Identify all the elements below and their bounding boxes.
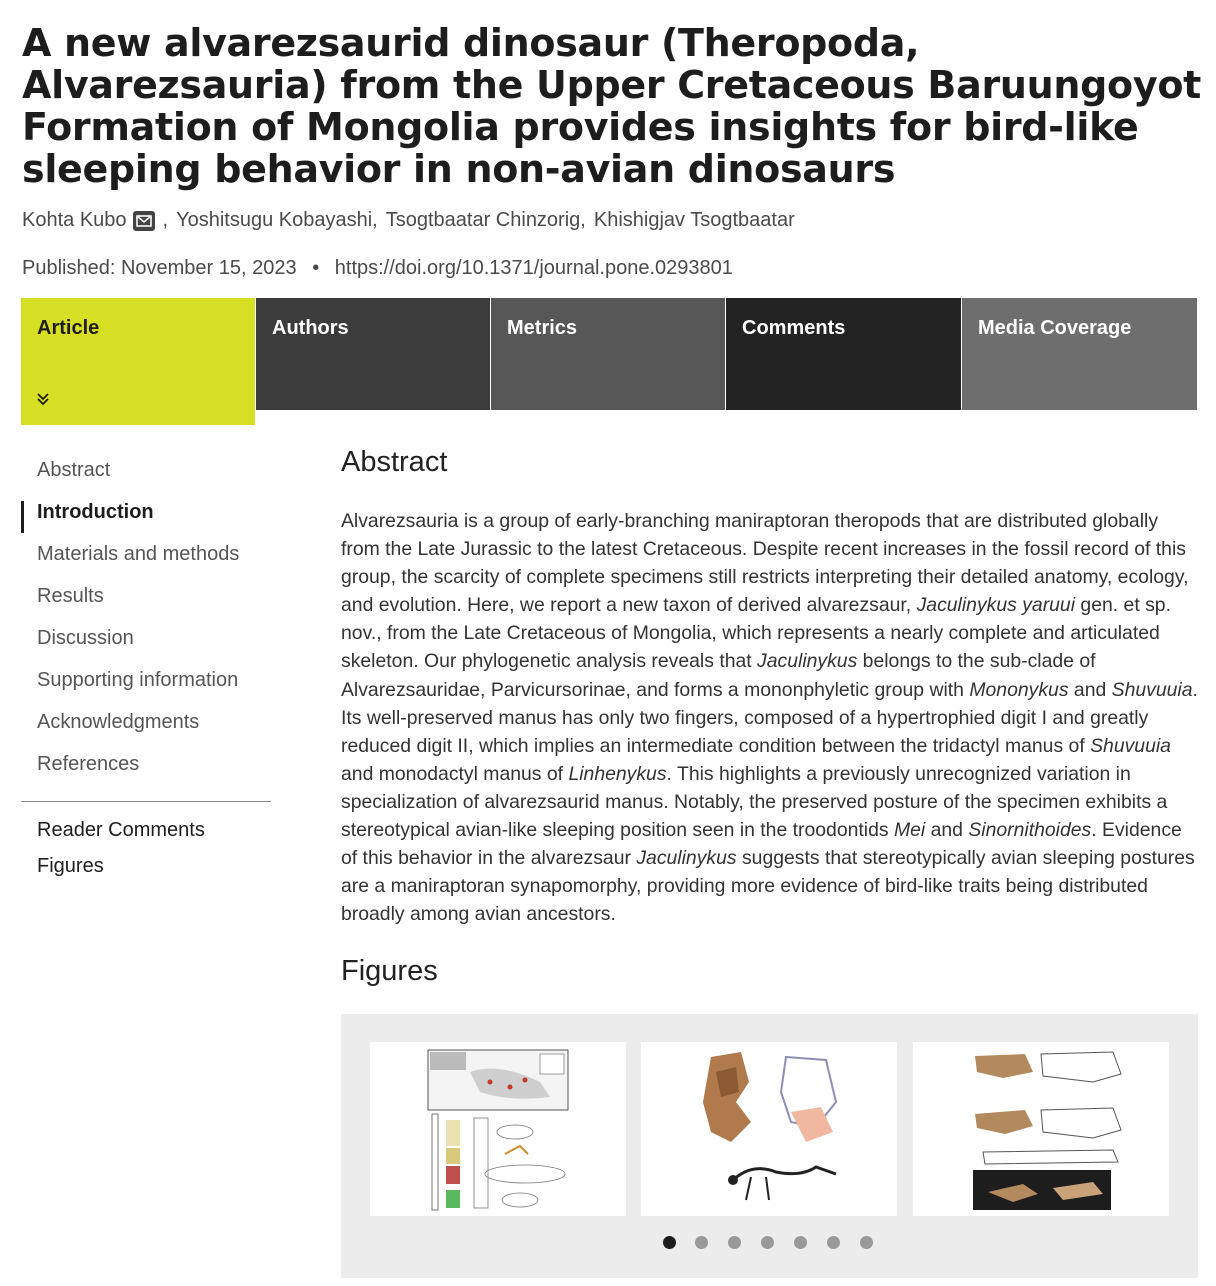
carousel-pagination <box>341 1236 1198 1250</box>
tab-label: Authors <box>272 317 349 339</box>
figures-heading: Figures <box>341 955 438 987</box>
article-title: A new alvarezsaurid dinosaur (Theropoda, Alvarezsauria) from the Upper Cretaceous Baruungoyot Formation of Mongolia provides insights for bird-like sleeping behavior in non-avian dinosaurs <box>22 21 1201 191</box>
chevron-down-icon[interactable] <box>35 390 51 413</box>
tab-authors[interactable] <box>256 298 490 410</box>
carousel-dot[interactable] <box>663 1236 676 1249</box>
taxon-name: Shuvuuia <box>1090 734 1171 757</box>
tab-label: Media Coverage <box>978 317 1132 339</box>
abstract-body <box>341 507 1201 928</box>
tab-label: Metrics <box>507 317 578 339</box>
author-separator: , <box>162 209 169 231</box>
author-separator: , <box>580 209 586 231</box>
tab-media-coverage[interactable] <box>962 298 1197 410</box>
taxon-name: Sinornithoides <box>968 819 1092 842</box>
sidebar-link-figures[interactable]: Figures <box>37 855 104 877</box>
tab-article[interactable] <box>21 298 255 425</box>
sidebar-link-reader-comments[interactable]: Reader Comments <box>37 819 205 841</box>
author-name[interactable]: Tsogtbaatar Chinzorig <box>385 209 581 231</box>
abstract-text-segment: . This highlights a previously unrecognized variation in specialization of alvarezsaurid manus. Notably, the preserved posture of the specimen exhibits a stereotypical avian-like sleeping position seen in the troodontids <box>341 762 1168 842</box>
abstract-text-segment: Alvarezsauria is a group of early-branching maniraptoran theropods that are distributed globally from the Late Jurassic to the latest Cretaceous. Despite recent increases in the fossil record of this group, the scarcity of complete specimens still restricts interpreting their detailed anatomy, ecology, and evolution. Here, we report a new taxon of derived alvarezsaur, <box>341 510 1189 617</box>
taxon-name: Mei <box>893 819 926 842</box>
tab-label: Article <box>37 317 100 339</box>
carousel-dot[interactable] <box>860 1236 873 1249</box>
sidebar-item-references[interactable]: References <box>37 753 140 775</box>
carousel-dot[interactable] <box>827 1236 840 1249</box>
abstract-text-segment: and <box>1068 678 1112 701</box>
figure-thumbnail-skeleton[interactable] <box>641 1042 897 1216</box>
abstract-text-segment: . Its well-preserved manus has only two fingers, composed of a hypertrophied digit I and greatly reduced digit II, which implies an intermediate condition between the tridactyl manus of <box>341 678 1198 757</box>
sidebar-item-materials-and-methods[interactable]: Materials and methods <box>37 543 240 565</box>
abstract-section <box>341 446 1201 948</box>
abstract-text-segment: gen. et sp. nov., from the Late Cretaceous of Mongolia, which represents a nearly complete and articulated skeleton. Our phylogenetic analysis reveals that <box>341 594 1171 673</box>
author-list <box>22 209 795 232</box>
abstract-heading: Abstract <box>341 446 448 478</box>
section-nav <box>21 445 271 882</box>
sidebar-item-abstract[interactable]: Abstract <box>37 459 111 481</box>
published-date: Published: November 15, 2023 <box>22 257 297 279</box>
taxon-name: Jaculinykus yaruui <box>916 594 1076 617</box>
map-stratigraphy-figure-icon <box>370 1042 626 1216</box>
carousel-dot[interactable] <box>794 1236 807 1249</box>
sidebar-item-introduction[interactable]: Introduction <box>21 487 271 529</box>
carousel-dot[interactable] <box>695 1236 708 1249</box>
sidebar-divider <box>21 801 271 802</box>
sidebar-item-supporting-information[interactable]: Supporting information <box>37 669 239 691</box>
carousel-dot[interactable] <box>761 1236 774 1249</box>
taxon-name: Shuvuuia <box>1111 678 1193 701</box>
sidebar-item-acknowledgments[interactable]: Acknowledgments <box>37 711 200 733</box>
author-name[interactable]: Khishigjav Tsogtbaatar <box>593 209 795 231</box>
figure-thumbnail-skull[interactable] <box>913 1042 1169 1216</box>
abstract-text-segment: and <box>925 819 969 842</box>
figure-thumbnail-map[interactable] <box>370 1042 626 1216</box>
author-name[interactable]: Yoshitsugu Kobayashi <box>176 209 373 231</box>
bullet-separator: • <box>312 257 320 279</box>
abstract-text-segment: suggests that stereotypically avian sleeping postures are a maniraptoran synapomorphy, providing more evidence of bird-like traits being distributed broadly among avian ancestors. <box>341 847 1195 926</box>
taxon-name: Jaculinykus <box>757 650 858 673</box>
sidebar-item-discussion[interactable]: Discussion <box>37 627 134 649</box>
doi-link[interactable]: https://doi.org/10.1371/journal.pone.0293801 <box>334 257 733 279</box>
skull-anatomy-figure-icon <box>913 1042 1169 1216</box>
sidebar-item-results[interactable]: Results <box>37 585 104 607</box>
carousel-dot[interactable] <box>728 1236 741 1249</box>
taxon-name: Mononykus <box>969 678 1069 701</box>
abstract-text-segment: belongs to the sub-clade of Alvarezsauridae, Parvicursorinae, and forms a mononphyletic group with <box>341 650 1096 701</box>
publication-info <box>22 257 733 280</box>
tab-comments[interactable] <box>726 298 961 410</box>
article-tabs <box>21 298 1197 425</box>
figure-carousel <box>341 1014 1198 1278</box>
author-name[interactable]: Kohta Kubo <box>22 209 127 231</box>
taxon-name: Jaculinykus <box>636 847 737 870</box>
author-separator: , <box>372 209 378 231</box>
email-icon[interactable] <box>133 211 155 231</box>
tab-label: Comments <box>742 317 846 339</box>
taxon-name: Linhenykus <box>568 762 667 785</box>
fossil-skeleton-figure-icon <box>641 1042 897 1216</box>
tab-metrics[interactable] <box>491 298 725 410</box>
abstract-text-segment: . Evidence of this behavior in the alvarezsaur <box>341 819 1182 870</box>
abstract-text-segment: and monodactyl manus of <box>341 762 569 785</box>
